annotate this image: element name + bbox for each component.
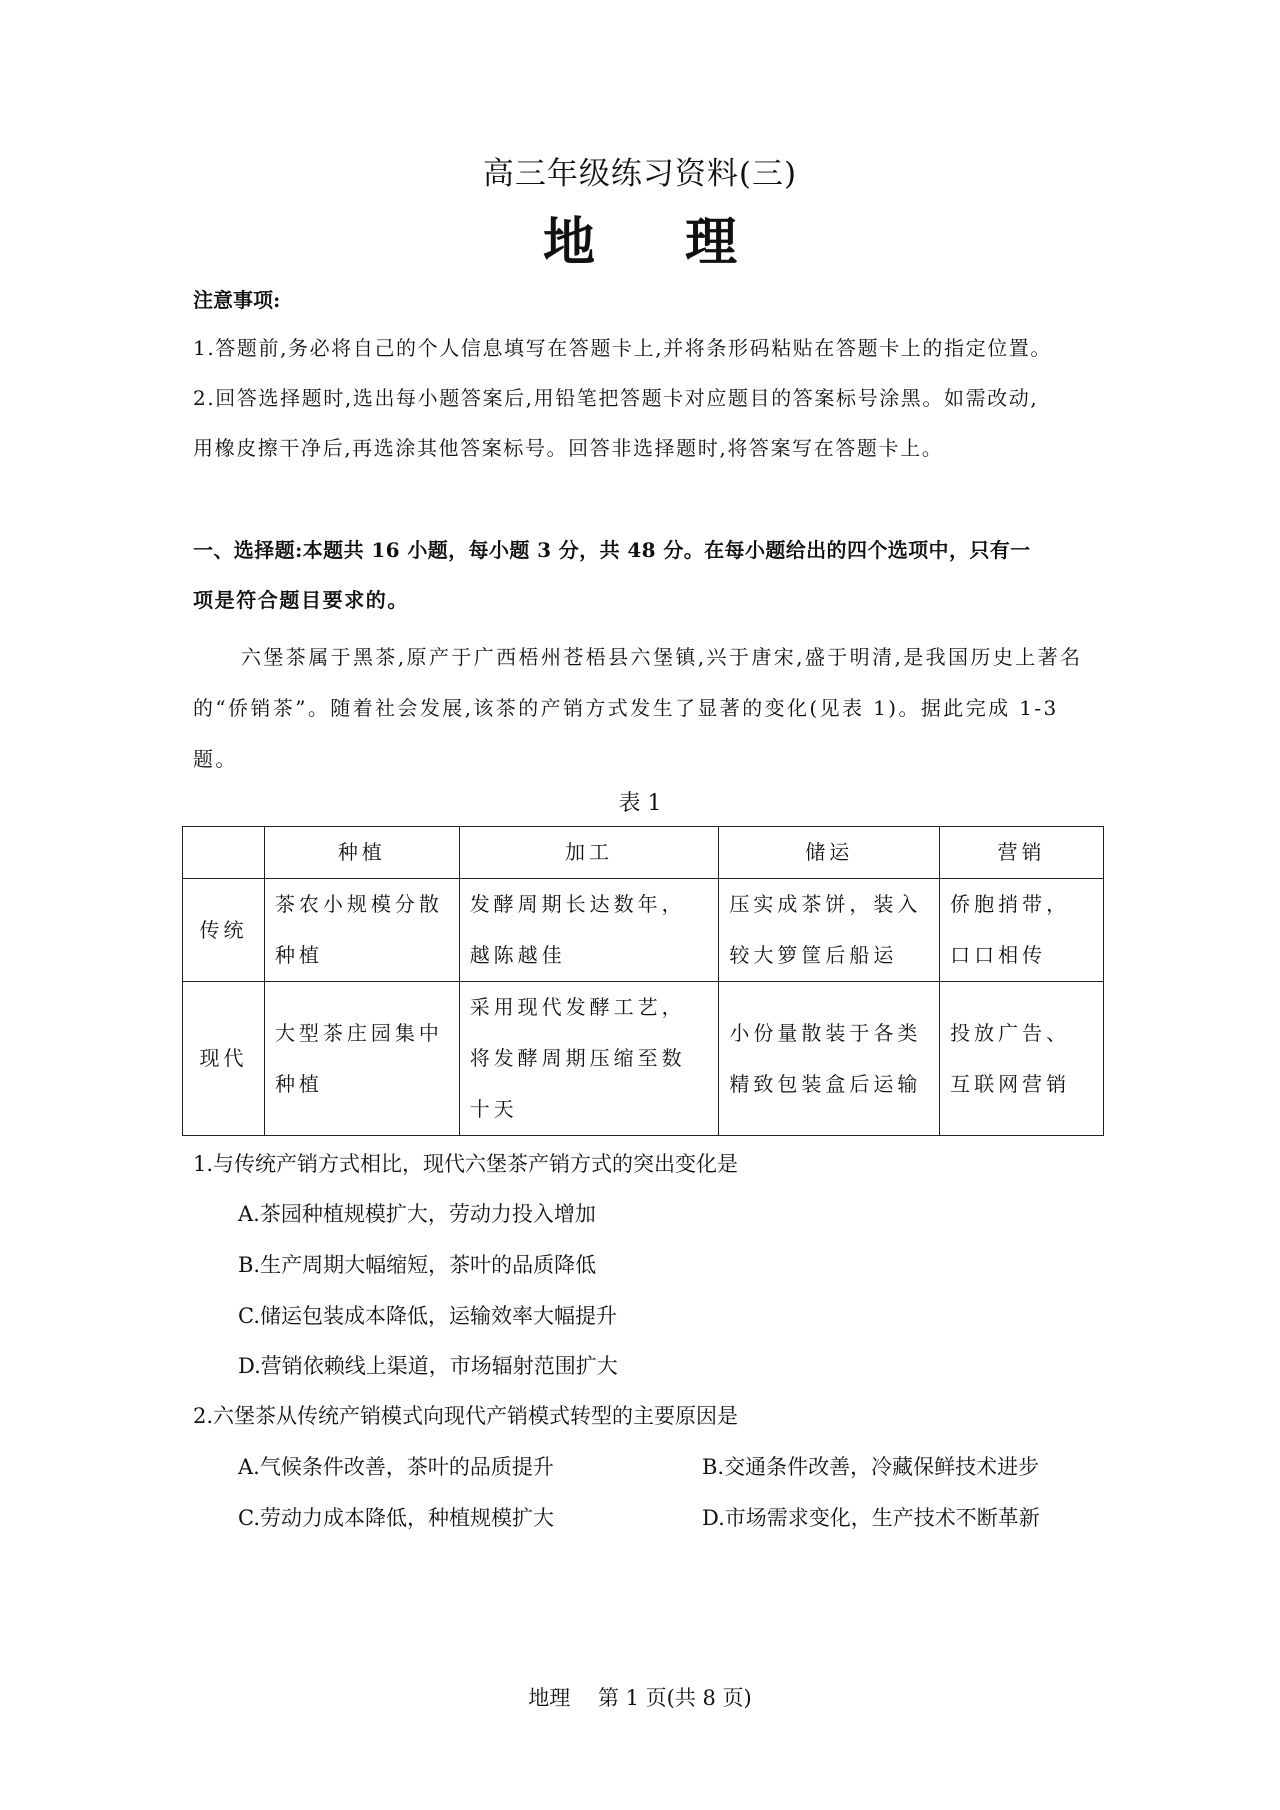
table-header-cell: 储运 (719, 827, 940, 879)
table-cell: 小份量散装于各类精致包装盒后运输 (719, 982, 940, 1136)
table-1 (182, 826, 1104, 1136)
row-label: 现代 (183, 982, 265, 1136)
page-footer: 地理 第 1 页(共 8 页) (528, 1686, 752, 1710)
row-label: 传统 (183, 879, 265, 982)
table-header-row (183, 827, 1104, 879)
table-cell: 大型茶庄园集中种植 (264, 982, 459, 1136)
table-cell: 侨胞捎带，口口相传 (940, 879, 1104, 982)
notice-item-2-line-2: 用橡皮擦干净后,再选涂其他答案标号。回答非选择题时,将答案写在答题卡上。 (193, 436, 944, 460)
table-header-cell: 加工 (459, 827, 719, 879)
table-row (183, 982, 1104, 1136)
notice-heading: 注意事项: (193, 288, 281, 312)
table-header-cell: 种植 (264, 827, 459, 879)
table-row (183, 879, 1104, 982)
question-1-option-b: B.生产周期大幅缩短，茶叶的品质降低 (238, 1253, 597, 1277)
table-cell: 发酵周期长达数年，越陈越佳 (459, 879, 719, 982)
question-2-option-a: A.气候条件改善，茶叶的品质提升 (238, 1455, 554, 1479)
subject-title: 地理 (542, 212, 827, 273)
table-cell: 投放广告、互联网营销 (940, 982, 1104, 1136)
section-heading-line-2: 项是符合题目要求的。 (193, 588, 409, 612)
exam-title: 高三年级练习资料(三) (482, 156, 798, 192)
intro-paragraph: 六堡茶属于黑茶,原产于广西梧州苍梧县六堡镇,兴于唐宋,盛于明清,是我国历史上著名的“侨销茶”。随着社会发展,该茶的产销方式发生了显著的变化(见表 1)。据此完成 1-3 题。 (193, 645, 1083, 771)
question-1-option-d: D.营销依赖线上渠道，市场辐射范围扩大 (238, 1354, 618, 1378)
table-caption: 表 1 (618, 791, 662, 816)
table-cell: 采用现代发酵工艺，将发酵周期压缩至数十天 (459, 982, 719, 1136)
table-cell: 压实成茶饼，装入较大箩筐后船运 (719, 879, 940, 982)
notice-item-2-line-1: 2.回答选择题时,选出每小题答案后,用铅笔把答题卡对应题目的答案标号涂黑。如需改动, (193, 386, 1039, 410)
table-cell: 茶农小规模分散种植 (264, 879, 459, 982)
table-header-corner (183, 827, 265, 879)
question-1-option-a: A.茶园种植规模扩大，劳动力投入增加 (238, 1202, 596, 1226)
table-header-cell: 营销 (940, 827, 1104, 879)
question-1-stem: 1.与传统产销方式相比，现代六堡茶产销方式的突出变化是 (193, 1152, 739, 1176)
question-2-stem: 2.六堡茶从传统产销模式向现代产销模式转型的主要原因是 (193, 1404, 739, 1428)
question-2-option-b: B.交通条件改善，冷藏保鲜技术进步 (702, 1455, 1040, 1479)
question-2-option-c: C.劳动力成本降低，种植规模扩大 (238, 1506, 554, 1530)
question-1-option-c: C.储运包装成本降低，运输效率大幅提升 (238, 1304, 617, 1328)
notice-item-1: 1.答题前,务必将自己的个人信息填写在答题卡上,并将条形码粘贴在答题卡上的指定位置。 (193, 336, 1052, 360)
question-2-option-d: D.市场需求变化，生产技术不断革新 (702, 1506, 1040, 1530)
section-heading-line-1: 一、选择题:本题共 16 小题，每小题 3 分，共 48 分。在每小题给出的四个选项中，只有一 (193, 538, 1031, 562)
